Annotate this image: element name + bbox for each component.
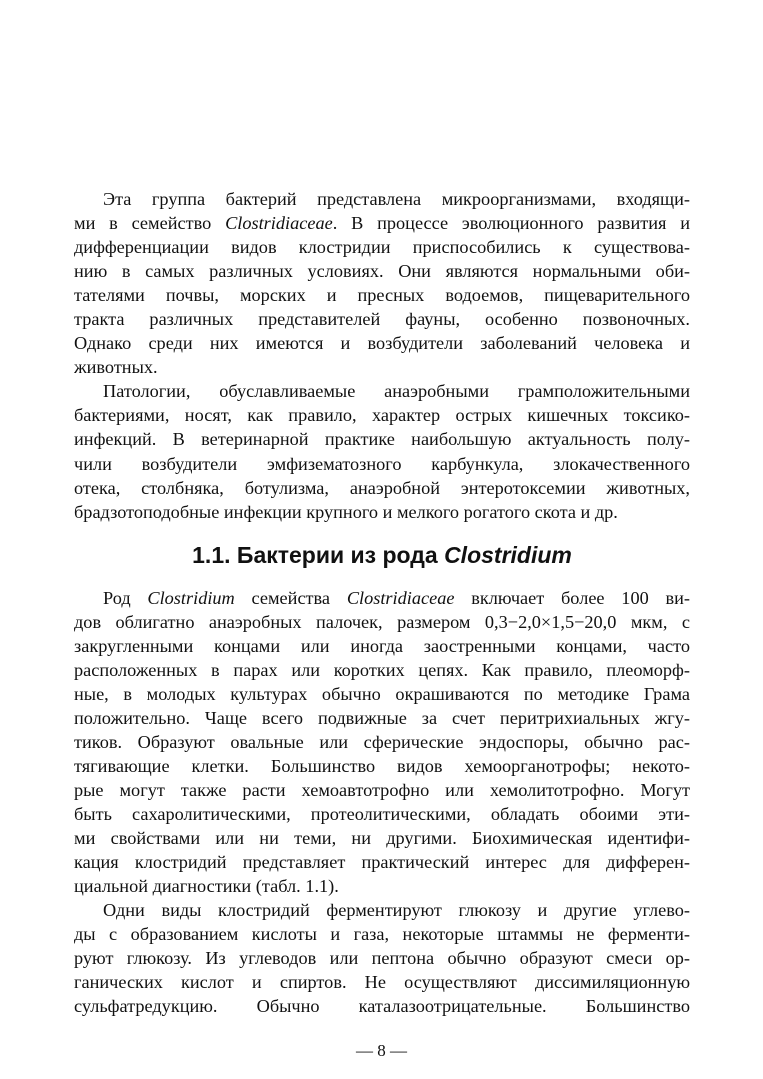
text-line: тателями почвы, морских и пресных водоемов, пищеварительного	[74, 285, 690, 306]
section-title-italic: Clostridium	[444, 541, 572, 568]
text-line: животных.	[74, 357, 158, 378]
section-heading	[74, 541, 690, 569]
text-line: тракта различных представителей фауны, особенно позвоночных.	[74, 309, 690, 330]
text-line: чили возбудители эмфизематозного карбункула, злокачественного	[74, 453, 690, 474]
paragraph-metabolism	[74, 898, 690, 1018]
text-line: Эта группа бактерий представлена микроорганизмами, входящи-	[103, 189, 690, 209]
text-line: ганических кислот и спиртов. Не осуществляют диссимиляционную	[74, 972, 690, 993]
section-number: 1.1.	[192, 541, 231, 568]
text-line: сульфатредукцию. Обычно каталазоотрицательные. Большинство	[74, 996, 690, 1017]
page-body	[74, 187, 690, 1019]
text-line: ми свойствами или ни теми, ни другими. Биохимическая идентифи-	[74, 828, 690, 849]
text-line: нию в самых различных условиях. Они являются нормальными оби-	[74, 261, 690, 282]
text-line: дифференциации видов клостридии приспособились к существова-	[74, 237, 690, 258]
text-line: закругленными концами или иногда заостренными концами, часто	[74, 635, 690, 656]
page-number: — 8 —	[356, 1041, 407, 1060]
text-line: Одни виды клостридий ферментируют глюкозу и другие углево-	[103, 900, 690, 921]
text-line: быть сахаролитическими, протеолитическими, обладать обоими эти-	[74, 804, 690, 825]
text-line: тиков. Образуют овальные или сферические эндоспоры, обычно рас-	[74, 731, 690, 752]
text-line: ми в семейство Clostridiaceae. В процессе эволюционного развития и	[74, 213, 690, 234]
text-line: Род Clostridium семейства Clostridiaceae включает более 100 ви-	[103, 587, 690, 608]
text-line: дов облигатно анаэробных палочек, размером 0,3−2,0×1,5−20,0 мкм, с	[74, 611, 690, 632]
paragraph-intro	[74, 187, 690, 379]
paragraph-genus-description	[74, 586, 690, 899]
text-line: отека, столбняка, ботулизма, анаэробной энтеротоксемии животных,	[74, 477, 690, 498]
text-line: ные, в молодых культурах обычно окрашиваются по методике Грама	[74, 683, 690, 704]
text-line: рые могут также расти хемоавтотрофно или хемолитотрофно. Могут	[74, 780, 690, 801]
text-line: кация клостридий представляет практический интерес для дифферен-	[74, 852, 690, 873]
text-line: бактериями, носят, как правило, характер острых кишечных токсико-	[74, 405, 690, 426]
text-line: инфекций. В ветеринарной практике наибольшую актуальность полу-	[74, 429, 690, 450]
text-line: руют глюкозу. Из углеводов или пептона обычно образуют смеси ор-	[74, 948, 690, 969]
text-line: положительно. Чаще всего подвижные за счет перитрихиальных жгу-	[74, 707, 690, 728]
text-line: циальной диагностики (табл. 1.1).	[74, 876, 339, 897]
section-title: Бактерии из рода	[236, 541, 438, 568]
text-line: ды с образованием кислоты и газа, некоторые штаммы не ферменти-	[74, 924, 690, 945]
text-line: Однако среди них имеются и возбудители заболеваний человека и	[74, 333, 690, 354]
text-line: Патологии, обуславливаемые анаэробными грамположительными	[103, 381, 690, 402]
paragraph-pathology	[74, 379, 690, 523]
text-line: расположенных в парах или коротких цепях. Как правило, плеоморф-	[74, 659, 690, 680]
text-line: брадзотоподобные инфекции крупного и мелкого рогатого скота и др.	[74, 501, 618, 522]
text-line: тягивающие клетки. Большинство видов хемоорганотрофы; некото-	[74, 755, 690, 776]
